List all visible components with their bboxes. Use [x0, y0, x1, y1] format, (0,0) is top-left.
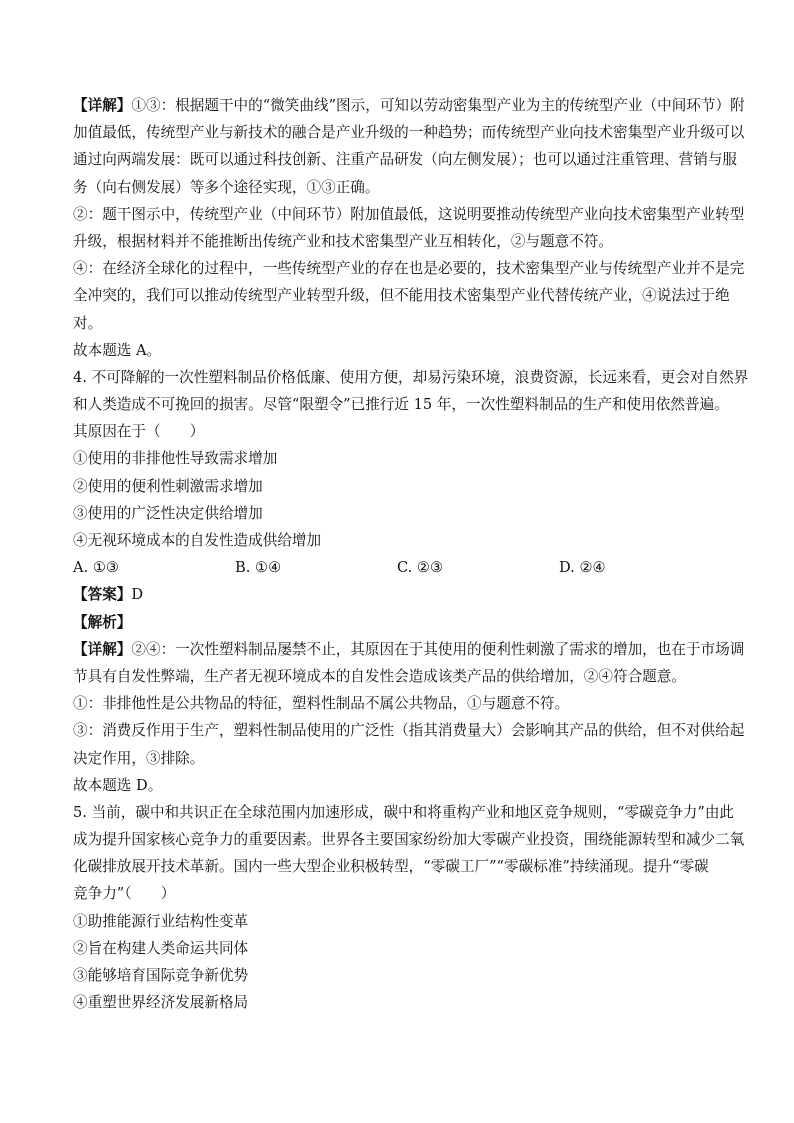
q3-detail-line: 升级，根据材料并不能推断出传统产业和技术密集型产业互相转化，②与题意不符。	[73, 232, 613, 250]
q3-detail-line: ②：题干图示中，传统型产业（中间环节）附加值最低，这说明要推动传统型产业向技术密集型产业转型	[73, 205, 745, 223]
q4-option-c: C. ②③	[397, 559, 444, 577]
document-page	[73, 92, 749, 1016]
detail-tag: 【详解】	[73, 640, 132, 658]
answer-value: D	[131, 586, 144, 604]
q3-conclusion: 故本题选 A。	[73, 341, 162, 359]
question-5	[73, 799, 745, 1017]
q3-detail-line: 全冲突的，我们可以推动传统型产业转型升级，但不能用技术密集型产业代替传统产业，④说法过于绝	[73, 287, 730, 305]
q5-stem-line: 5. 当前，碳中和共识正在全球范围内加速形成，碳中和将重构产业和地区竞争规则，“零碳竞争力”由此	[73, 803, 735, 821]
q4-analysis	[73, 609, 723, 636]
q4-statement: ④无视环境成本的自发性造成供给增加	[73, 532, 322, 549]
q4-detail-line: 【详解】②④：一次性塑料制品屡禁不止，其原因在于其使用的便利性刺激了需求的增加，也在于市场调	[73, 640, 745, 658]
q3-detail-line: ④：在经济全球化的过程中，一些传统型产业的存在也是必要的，技术密集型产业与传统型产业并不是完	[73, 260, 745, 278]
question-4	[73, 364, 749, 799]
q4-conclusion: 故本题选 D。	[73, 776, 163, 794]
q4-statement: ②使用的便利性刺激需求增加	[73, 477, 263, 495]
q3-detail	[73, 92, 745, 364]
q4-statement: ①使用的非排他性导致需求增加	[73, 450, 278, 468]
q3-detail-line: 【详解】①③：根据题干中的“微笑曲线”图示，可知以劳动密集型产业为主的传统型产业（中间环节）附	[73, 97, 745, 114]
q4-options	[73, 554, 723, 581]
q5-stem-line: 成为提升国家核心竞争力的重要因素。世界各主要国家纷纷加大零碳产业投资，围绕能源转型和减少二氧	[73, 831, 745, 849]
q5-statement: ②旨在构建人类命运共同体	[73, 939, 249, 957]
q4-statement: ③使用的广泛性决定供给增加	[73, 504, 263, 522]
q4-option-a: A. ①③	[73, 559, 119, 577]
q3-detail-line: 加值最低，传统型产业与新技术的融合是产业升级的一种趋势；而传统型产业向技术密集型产业升级可以	[73, 124, 745, 142]
q4-answer	[73, 581, 723, 608]
q4-detail-line: 决定作用，③排除。	[73, 749, 205, 767]
q3-detail-line: 对。	[73, 314, 103, 332]
q3-detail-line: 务（向右侧发展）等多个途径实现，①③正确。	[73, 178, 380, 196]
q4-detail-line: ①：非排他性是公共物品的特征，塑料性制品不属公共物品，①与题意不符。	[73, 695, 570, 713]
analysis-tag: 【解析】	[73, 613, 132, 631]
q5-statement: ①助推能源行业结构性变革	[73, 912, 249, 930]
q5-statement: ④重塑世界经济发展新格局	[73, 994, 249, 1012]
q4-stem-line: 和人类造成不可挽回的损害。尽管“限塑令”已推行近 15 年，一次性塑料制品的生产和使用依然普遍。	[73, 396, 729, 414]
q4-detail-line: 节具有自发性弊端，生产者无视环境成本的自发性会造成该类产品的供给增加，②④符合题意。	[73, 667, 686, 685]
answer-tag: 【答案】	[73, 586, 132, 604]
q3-detail-line: 通过向两端发展：既可以通过科技创新、注重产品研发（向左侧发展）；也可以通过注重管理、营销与服	[73, 151, 738, 169]
q5-stem-line: 化碳排放展开技术革新。国内一些大型企业积极转型，“零碳工厂”“零碳标准”持续涌现。提升“零碳	[73, 858, 709, 876]
q4-detail-line: ③：消费反作用于生产，塑料性制品使用的广泛性（指其消费量大）会影响其产品的供给，但不对供给起	[73, 722, 745, 740]
q4-option-b: B. ①④	[235, 559, 282, 577]
q4-option-d: D. ②④	[559, 559, 606, 577]
detail-tag: 【详解】	[73, 97, 132, 114]
q4-stem-line: 4. 不可降解的一次性塑料制品价格低廉、使用方便，却易污染环境，浪费资源，长远来看，更会对自然界	[73, 368, 749, 386]
q5-stem-line: 竞争力”（ ）	[73, 885, 176, 903]
q4-stem-line: 其原因在于（ ）	[73, 423, 205, 441]
q5-statement: ③能够培育国际竞争新优势	[73, 967, 249, 984]
